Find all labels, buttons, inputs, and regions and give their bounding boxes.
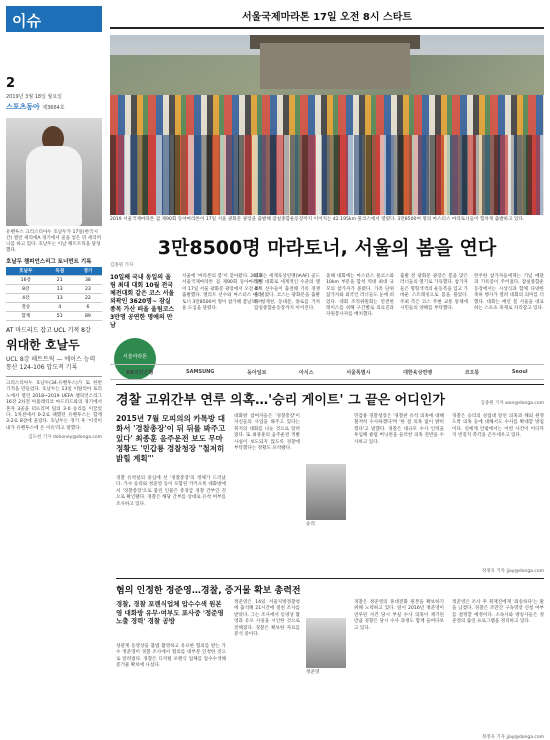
- main-column-3: 올해 대회에는 마스터스 풀코스와 10km 부문을 합쳐 역대 최대 규모의 참가자가 몰렸다. 가족 단위 참가자와 외국인 러너들도 눈에 띄었다. 대회 조직위원회는 안전한 레이스를 위해 구간별로 의료진과 자원봉사자를 배치했다.: [326, 274, 394, 318]
- page-number: 2: [6, 76, 16, 91]
- left-headline: 위대한 호날두: [6, 338, 80, 352]
- sponsor-strip: [110, 364, 544, 380]
- jung-column-1: 성관계 동영상을 불법 촬영하고 유포한 혐의를 받는 가수 정준영이 경찰 조사에서 혐의를 대부분 인정한 것으로 알려졌다. 경찰은 디지털 포렌식 업체를 압수수색해 증거물 확보에 나섰다.: [116, 644, 226, 669]
- jung-kicker: 경찰, 경찰 포렌식업체 압수수색 원본영 대화방 유무·여부도 포사중 '정준영 노출 경력' 경찰 공방: [116, 600, 224, 625]
- photo-runners-front: [110, 135, 544, 215]
- edition-date: 2019년 3월 18일 월요일: [6, 94, 63, 100]
- sponsor-logo: SAMSUNG: [186, 369, 215, 375]
- table-row: 합계 51 89: [6, 312, 102, 321]
- main-headline: 3만8500명 마라토너, 서울의 봄을 연다: [157, 237, 497, 259]
- left-sidebar: [6, 6, 102, 731]
- paper-name: 스포츠동아: [6, 103, 40, 111]
- jung-photo: [306, 618, 346, 668]
- top-banner-headline: 서울국제마라톤 17일 오전 8시 스타트: [110, 6, 544, 29]
- scandal-headline: 경찰 고위간부 연루 의혹…'승리 게이트' 그 끝은 어디인가: [116, 393, 445, 408]
- main-byline: 김종원 기자 won@donga.com: [480, 401, 544, 406]
- sponsor-logo: 아식스: [299, 369, 314, 376]
- sponsor-logo: 대한육상연맹: [403, 369, 433, 376]
- jung-column-3: 경찰은 정준영의 휴대전화 원본을 확보하기 위해 노력하고 있다. 앞서 2016년 정준영이 연루된 사건 당시 부실 수사 의혹이 제기된 만큼 경찰은 당시 수사 과정도 함께 들여다보고 있다.: [354, 600, 444, 631]
- main-column-4: 출발 전 광화문 광장은 봄을 맞은 러너들의 열기로 가득했다. 참가자들은 형형색색의 운동복을 입고 가벼운 스트레칭으로 몸을 풀었다. 주최 측은 코스 주변 교통 통제에 시민들의 양해를 부탁했다.: [400, 274, 468, 312]
- photo-gate: [260, 43, 410, 89]
- suspect-photo-label: 승리: [306, 522, 315, 527]
- player-jersey: [26, 146, 82, 226]
- main-column-5: 완주한 참가자들에게는 기념 메달과 기록증이 주어졌다. 잠실종합운동장에서는 시상식과 함께 다양한 축하 행사가 열려 대회의 의미를 더했다. 대회는 매년 봄 서울을 대표하는 스포츠 축제로 자리잡고 있다.: [474, 274, 544, 312]
- table-row: 4강 13 22: [6, 294, 102, 303]
- table-row: 8강 13 23: [6, 285, 102, 294]
- player-photo-caption: 유벤투스 크리스티아누 호날두가 17일(한국시간) 열린 세리에A 경기에서 골을 넣은 뒤 세리머니를 하고 있다. 호날두는 이날 해트트릭을 달성했다.: [6, 230, 102, 253]
- divider: [6, 376, 102, 377]
- stats-table: [6, 267, 102, 321]
- marathon-photo-caption: 2019 서울국제마라톤 겸 제90회 동아마라톤이 17일 서울 광화문 광장을 출발해 잠실종합운동장까지 이어지는 42.195km 풀코스에서 열렸다. 3만8500여 명의 마스터스 마라토너들이 힘차게 출발하고 있다.: [110, 217, 525, 222]
- player-photo: [6, 118, 102, 226]
- issue-number: 제3664호: [42, 105, 65, 111]
- marathon-photo: [110, 35, 544, 215]
- jung-byline: 정정욱 기자 jjay@donga.com: [481, 735, 544, 740]
- sponsor-logo: KB국민은행: [126, 369, 154, 376]
- jung-photo-label: 정준영: [306, 670, 320, 675]
- sponsor-logo: 서울특별시: [346, 369, 371, 376]
- jung-column-4: 정준영은 조사 후 취재진에게 '죄송하다'는 말을 남겼다. 경찰은 조만간 구속영장 신청 여부를 결정할 예정이다. 소속사와 방송사들은 정준영의 출연 프로그램을 정리하고 있다.: [452, 600, 544, 625]
- scandal-column-1: 경찰 유착설의 중심에 선 '경찰총장'의 정체가 드러났다. 가수 승리와 정준영 등이 포함된 카카오톡 대화방에서 '경찰총장'으로 불린 인물은 총경급 경찰 간부인 것으로 확인됐다. 경찰은 해당 간부를 상대로 유착 여부를 조사하고 있다.: [116, 476, 226, 507]
- jung-column-2: 정준영은 14일 서울지방경찰청에 출석해 21시간에 걸친 조사를 받았다. 그는 조사에서 동영상 촬영과 유포 사실을 시인한 것으로 전해졌다. 경찰은 확보한 자료를 분석 중이다.: [234, 600, 300, 638]
- left-kicker: AT 마드리드 잡고 UCL 기적 8강: [6, 327, 91, 334]
- main-credit: 김종원 기자: [110, 263, 134, 268]
- sponsor-logo: Seoul: [511, 369, 528, 375]
- left-subhead: UCL 8강 해트트릭 — 에이스 능력 통산 124-106 압도적 기록: [6, 356, 96, 371]
- table-row: 호날두 득점 경기: [6, 267, 102, 276]
- main-column: [110, 6, 544, 406]
- table-row: 16강 21 38: [6, 276, 102, 285]
- scandal-column-4: 경찰은 승리의 성접대 알선 의혹과 해외 원정 도박 의혹 등에 대해서도 수사를 확대할 방침이다. 연예계 안팎에서는 이번 사건이 어디까지 번질지 촉각을 곤두세우고 있다.: [452, 414, 544, 439]
- jung-article: [116, 578, 544, 740]
- paper-logo: [6, 102, 102, 112]
- left-byline: 김도헌 기자 dohoney@donga.com: [28, 435, 102, 441]
- scandal-article: [116, 384, 544, 574]
- scandal-column-3: 민갑룡 경찰청장은 '경찰관 유착 의혹에 대해 철저히 수사하겠다'며 '한 점 의혹 없이 밝히겠다'고 말했다. 경찰은 대규모 수사 인력을 투입해 클럽 버닝썬을 둘러싼 의혹 전반을 수사하고 있다.: [354, 414, 444, 445]
- stats-table-title: 호날두 챔피언스리그 토너먼트 기록: [6, 259, 92, 265]
- main-column-2: 대회는 세계육상연맹(IAAF) 골드 라벨 대회로 세계적인 수준의 엘리트 선수들이 출전해 기록 경쟁을 벌였다. 코스는 광화문을 출발해 청계천, 동대문, 종로를 거쳐 잠실종합운동장까지 이어진다.: [254, 274, 320, 312]
- scandal-byline: 정정욱 기자 jjay@donga.com: [481, 569, 544, 574]
- sponsor-logo: 동아일보: [247, 369, 267, 376]
- section-badge: 이슈: [6, 6, 102, 32]
- table-row: 결승 4 6: [6, 303, 102, 312]
- sponsor-logo: 코오롱: [464, 369, 480, 376]
- suspect-photo: [306, 464, 346, 520]
- marathon-logo: 서울마라톤: [114, 338, 156, 380]
- main-intro-subheads: 10일째 국내 동일의 올림 최대 대회 10월 전국체전대회 같은 코스 서울 외곽인 3620명~ 잠실 종목 가산 떠올 올림코스 3만명 공연한 명예의 만남: [110, 274, 175, 329]
- scandal-kicker: 2015년 7월 모피의의 카톡방 대화서 '경찰총장'이 뒤 뒤를 봐주고 있다' 최종훈 음주운전 보도 무마 정황도 '민갑룡 경찰청장 "철저히 밝힐 계획"': [116, 414, 226, 463]
- left-article-body: 크리스티아누 호날두(34·유벤투스)가 또 한번 기적을 만들었다. 호날두는 13일 이탈리아 토리노에서 열린 2018~2019 UEFA 챔피언스리그 16강 2차전 아틀레티코 마드리드와의 경기에서 혼자 3골을 터뜨리며 팀의 3-0 승리를 이끌었다. 1차전에서 0-2로 패했던 유벤투스는 합계 3-2로 8강에 올랐다. 호날두는 경기 후 '이것이 내가 유벤투스에 온 이유'라고 말했다.: [6, 381, 102, 431]
- scandal-column-2: 대화방 참여자들은 '경찰총장'이 자신들의 사업을 봐주고 있다는 취지의 대화를 나눈 것으로 알려졌다. 또 최종훈의 음주운전 적발 사실이 보도되지 않도록 경찰에 부탁했다는 정황도 포착됐다.: [234, 414, 300, 452]
- main-column-1: 서울에 '마라톤의 봄'이 찾아왔다. 2019 서울국제마라톤 겸 제90회 동아마라톤이 17일 서울 광화문 광장에서 오전 8시 출발했다. 엘리트 선수와 마스터스 마라토너 3만8500여 명이 참가해 봄날의 서울 도심을 달렸다.: [182, 274, 262, 312]
- jung-headline: 혐의 인정한 정준영…경찰, 증거물 확보 총력전: [116, 586, 301, 596]
